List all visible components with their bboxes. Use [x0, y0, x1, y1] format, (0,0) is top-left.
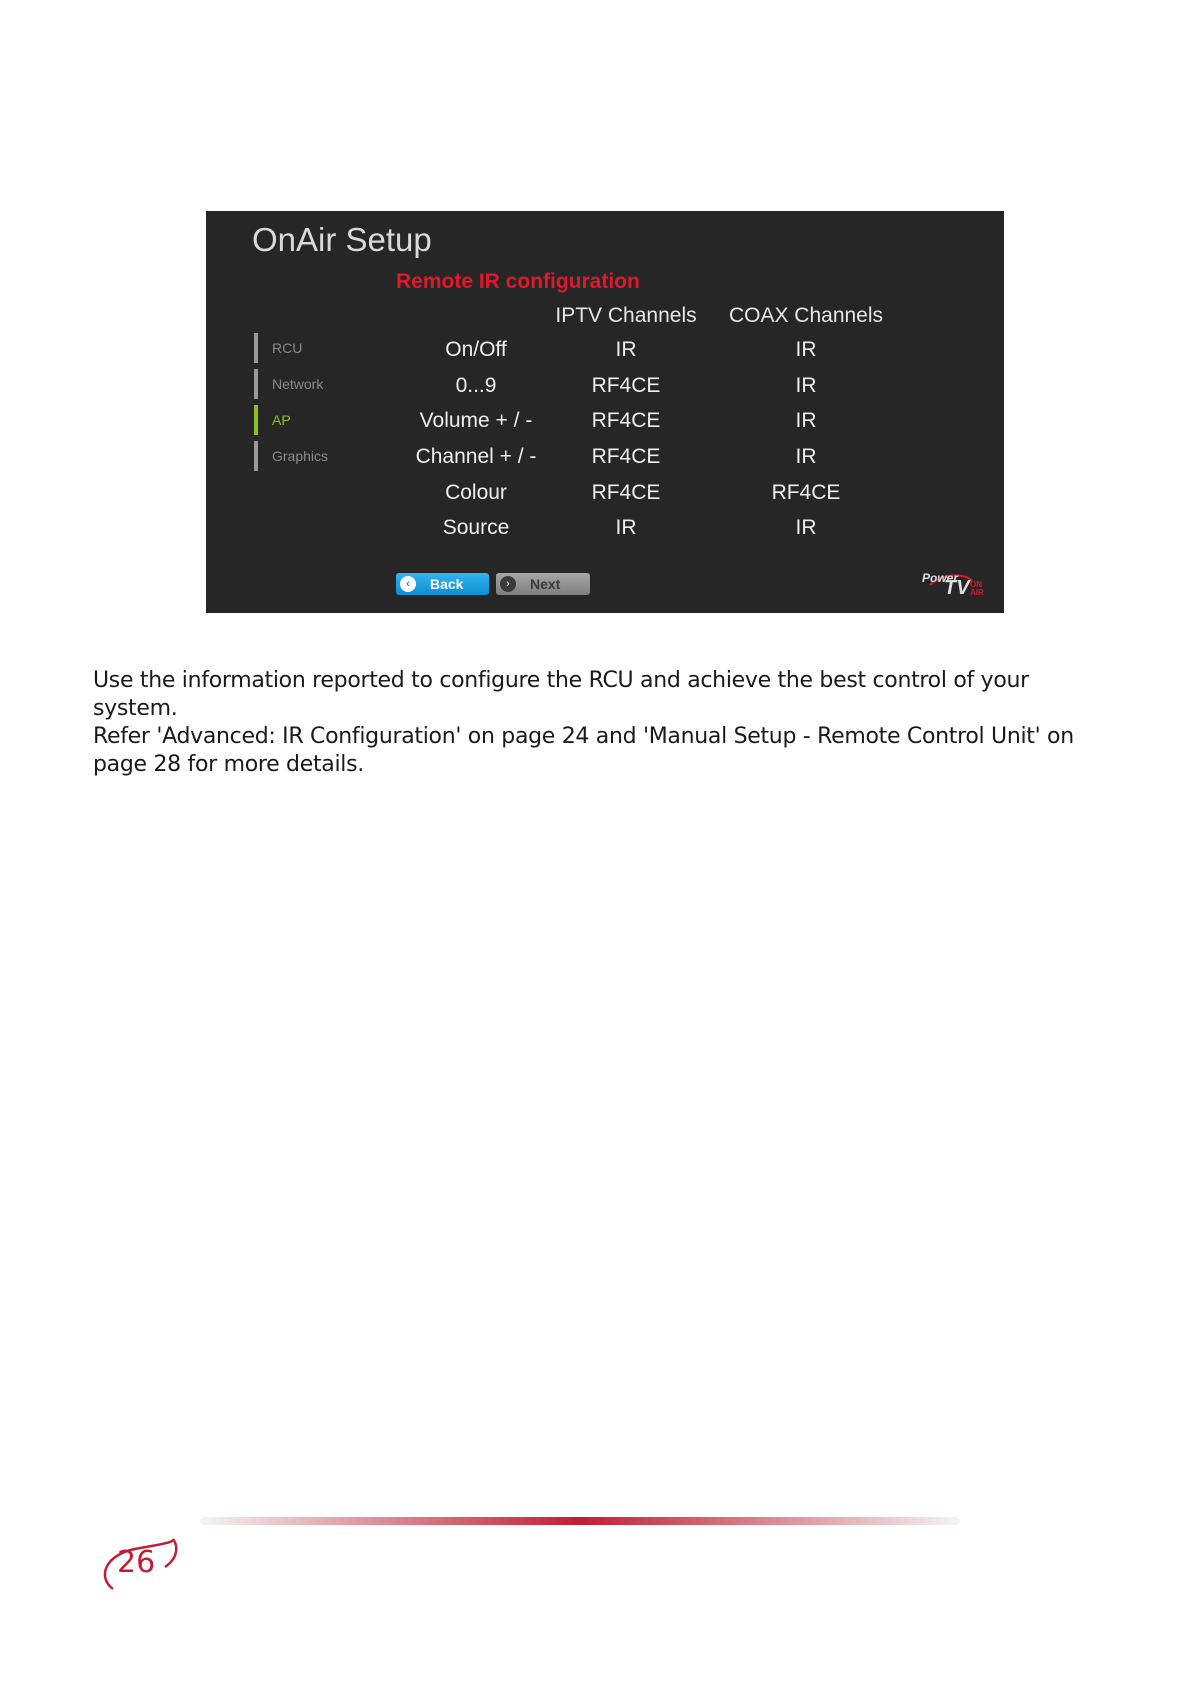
table-row — [206, 445, 1004, 479]
column-header-coax: COAX Channels — [728, 304, 884, 327]
iptv-cell: RF4CE — [591, 445, 661, 468]
coax-cell: RF4CE — [771, 481, 841, 504]
function-cell: Channel + / - — [415, 445, 537, 468]
page-number — [95, 1537, 185, 1597]
section-title: Remote IR configuration — [396, 270, 640, 293]
function-cell: Colour — [445, 481, 507, 504]
back-button[interactable] — [396, 573, 489, 595]
back-button-label: Back — [430, 576, 464, 592]
body-paragraph: Refer 'Advanced: IR Configuration' on page 24 and 'Manual Setup - Remote Control Unit' on page 28 for more details. — [93, 724, 1074, 777]
function-cell: Volume + / - — [419, 409, 533, 432]
logo-onair-text — [970, 581, 984, 597]
page-number-text: 26 — [117, 1545, 156, 1580]
function-cell: 0...9 — [455, 374, 497, 397]
logo-power-text: Power — [922, 571, 959, 585]
sidebar-item-label: Graphics — [272, 448, 329, 464]
function-cell: On/Off — [445, 338, 507, 361]
body-text — [93, 667, 1103, 779]
chevron-left-icon: ‹ — [400, 576, 416, 592]
table-row — [206, 338, 1004, 372]
table-row — [206, 516, 1004, 550]
sidebar-item-label: AP — [272, 412, 291, 428]
coax-cell: IR — [795, 374, 817, 397]
next-button[interactable] — [496, 573, 590, 595]
next-button-label: Next — [530, 576, 561, 592]
footer-divider — [200, 1517, 960, 1525]
column-header-iptv: IPTV Channels — [555, 304, 697, 327]
chevron-right-icon: › — [500, 576, 516, 592]
table-row — [206, 374, 1004, 408]
table-row — [206, 409, 1004, 443]
logo-on-text: ON — [970, 580, 982, 589]
app-title: OnAir Setup — [252, 221, 432, 258]
function-cell: Source — [442, 516, 510, 539]
body-paragraph: Use the information reported to configure the RCU and achieve the best control of your system. — [93, 668, 1029, 721]
iptv-cell: RF4CE — [591, 481, 661, 504]
iptv-cell: IR — [615, 516, 637, 539]
iptv-cell: RF4CE — [591, 374, 661, 397]
powertv-onair-logo — [922, 571, 992, 603]
tv-screen — [206, 211, 1004, 613]
logo-tv-text: TV — [944, 577, 970, 599]
sidebar-item-label: Network — [272, 376, 324, 392]
coax-cell: IR — [795, 338, 817, 361]
coax-cell: IR — [795, 445, 817, 468]
logo-air-text: AIR — [970, 588, 984, 597]
coax-cell: IR — [795, 516, 817, 539]
sidebar-item-label: RCU — [272, 340, 303, 356]
coax-cell: IR — [795, 409, 817, 432]
iptv-cell: RF4CE — [591, 409, 661, 432]
table-row — [206, 481, 1004, 515]
iptv-cell: IR — [615, 338, 637, 361]
